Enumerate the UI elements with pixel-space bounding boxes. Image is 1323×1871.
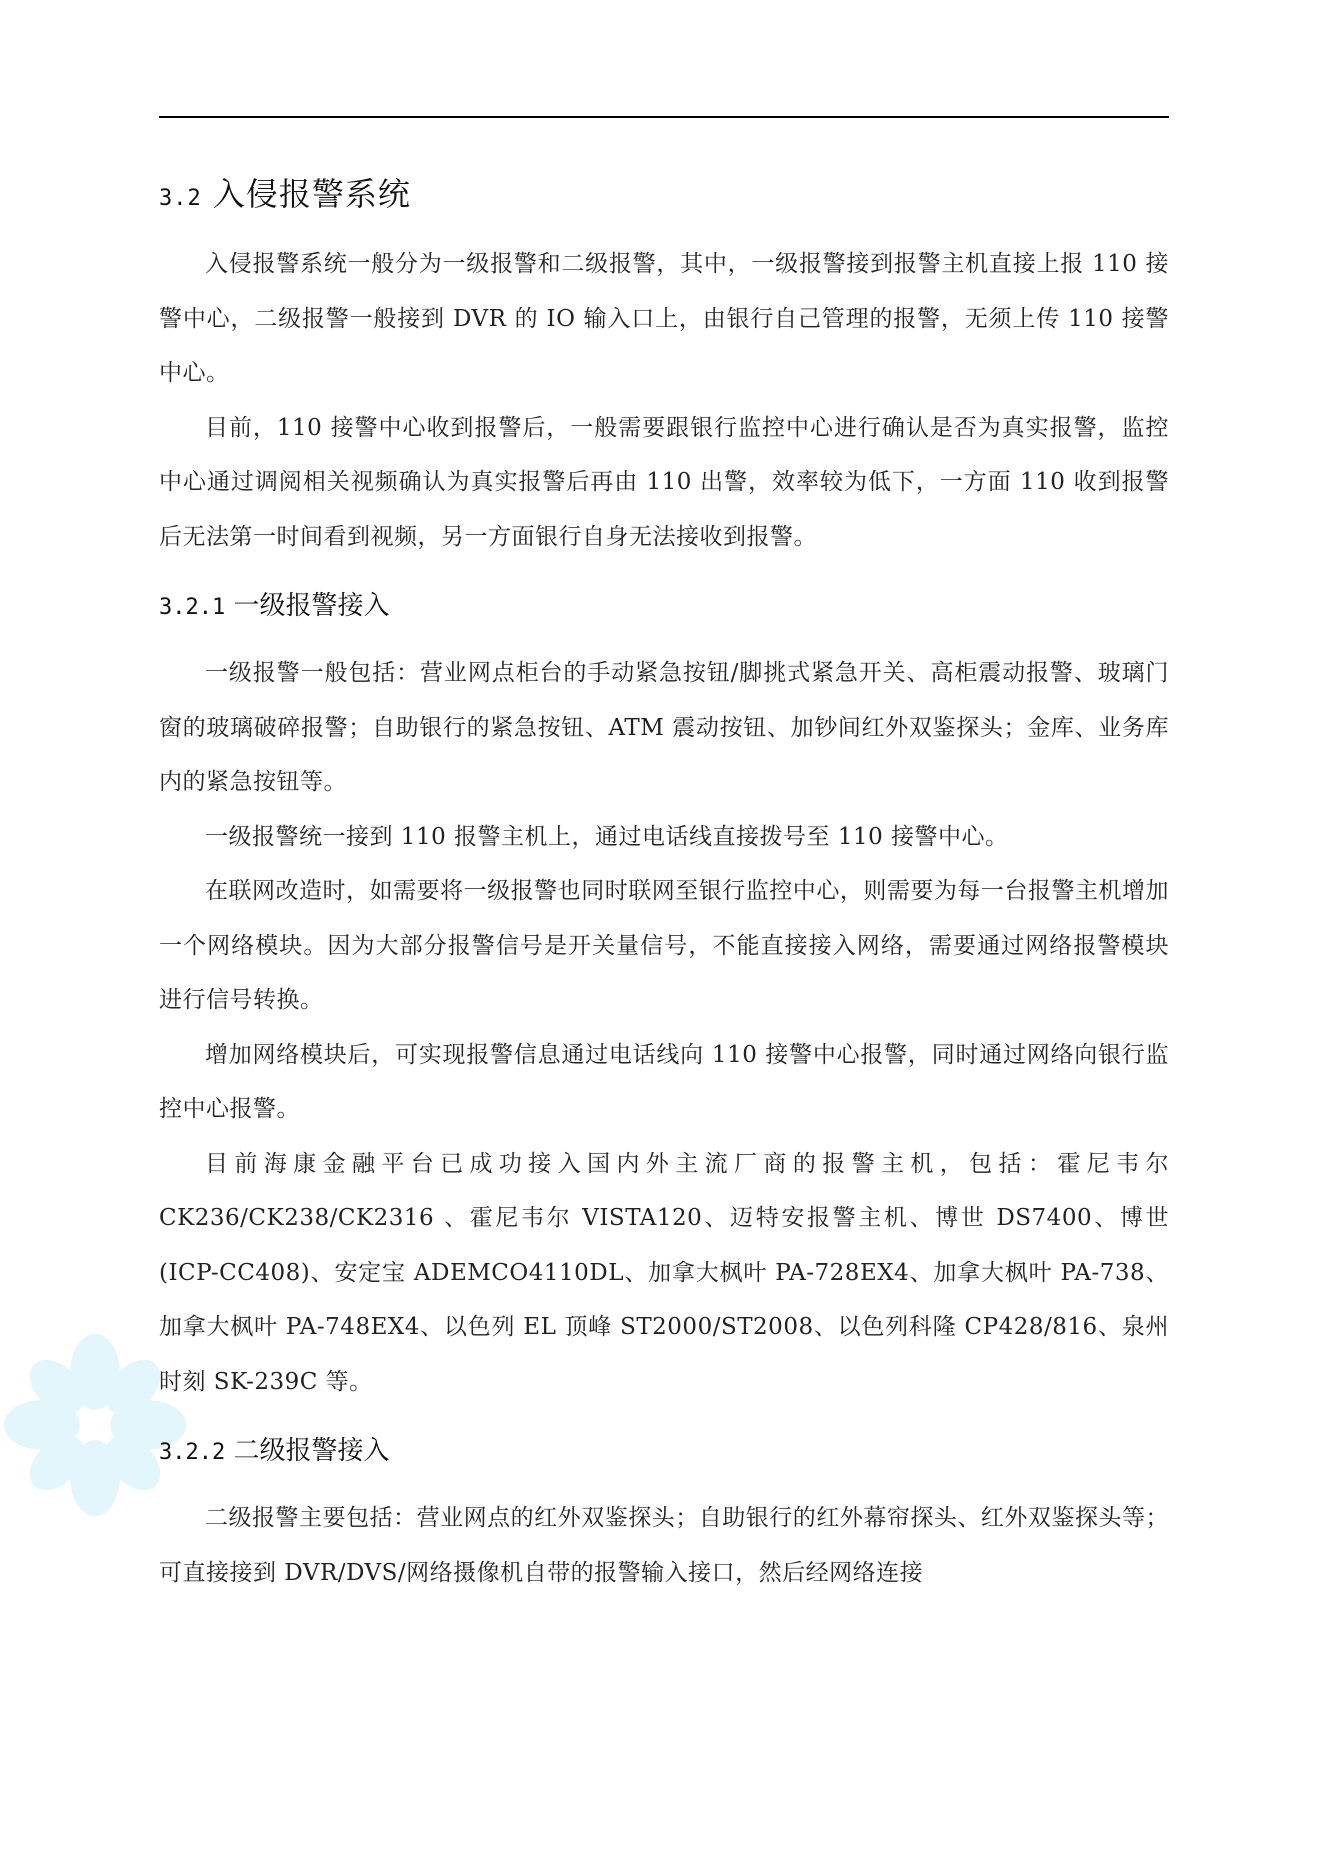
paragraph: 增加网络模块后，可实现报警信息通过电话线向 110 接警中心报警，同时通过网络向银行监控中心报警。	[159, 1041, 1169, 1122]
paragraph: 目前，110 接警中心收到报警后，一般需要跟银行监控中心进行确认是否为真实报警，监控中心通过调阅相关视频确认为真实报警后再由 110 出警，效率较为低下，一方面 110 收到报警后无法第一时间看到视频，另一方面银行自身无法接收到报警。	[159, 414, 1169, 550]
section-heading-3-2-2	[159, 1429, 1169, 1475]
paragraph: 一级报警统一接到 110 报警主机上，通过电话线直接拨号至 110 接警中心。	[205, 823, 1009, 850]
section-number: 3.2	[159, 186, 202, 211]
section-heading-3-2-1	[159, 584, 1169, 630]
section-title: 一级报警接入	[233, 591, 390, 621]
paragraph: 二级报警主要包括：营业网点的红外双鉴探头；自助银行的红外幕帘探头、红外双鉴探头等；可直接接到 DVR/DVS/网络摄像机自带的报警输入接口，然后经网络连接	[159, 1505, 1169, 1586]
section-title: 入侵报警系统	[212, 175, 411, 213]
paragraph: 目前海康金融平台已成功接入国内外主流厂商的报警主机，包括：霍尼韦尔 CK236/CK238/CK2316 、霍尼韦尔 VISTA120、迈特安报警主机、博世 DS7400、博世 (ICP-CC408)、安定宝 ADEMCO4110DL、加拿大枫叶 PA-728EX4、加拿大枫叶 PA-738、加拿大枫叶 PA-748EX4、以色列 EL 顶峰 ST2000/ST2008、以色列科隆 CP428/816、泉州时刻 SK-239C 等。	[159, 1150, 1169, 1395]
section-title: 二级报警接入	[233, 1436, 390, 1466]
paragraph: 入侵报警系统一般分为一级报警和二级报警，其中，一级报警接到报警主机直接上报 110 接警中心，二级报警一般接到 DVR 的 IO 输入口上，由银行自己管理的报警，无须上传 110 接警中心。	[159, 251, 1169, 386]
section-number: 3.2.2	[159, 1440, 226, 1465]
paragraph: 在联网改造时，如需要将一级报警也同时联网至银行监控中心，则需要为每一台报警主机增加一个网络模块。因为大部分报警信号是开关量信号，不能直接接入网络，需要通过网络报警模块进行信号转换。	[159, 878, 1169, 1013]
header-rule	[159, 116, 1169, 118]
paragraph: 一级报警一般包括：营业网点柜台的手动紧急按钮/脚挑式紧急开关、高柜震动报警、玻璃门窗的玻璃破碎报警；自助银行的紧急按钮、ATM 震动按钮、加钞间红外双鉴探头；金库、业务库内的紧急按钮等。	[159, 660, 1169, 795]
section-number: 3.2.1	[159, 595, 226, 620]
section-heading-3-2	[159, 168, 1169, 225]
document-body	[159, 168, 1169, 1600]
